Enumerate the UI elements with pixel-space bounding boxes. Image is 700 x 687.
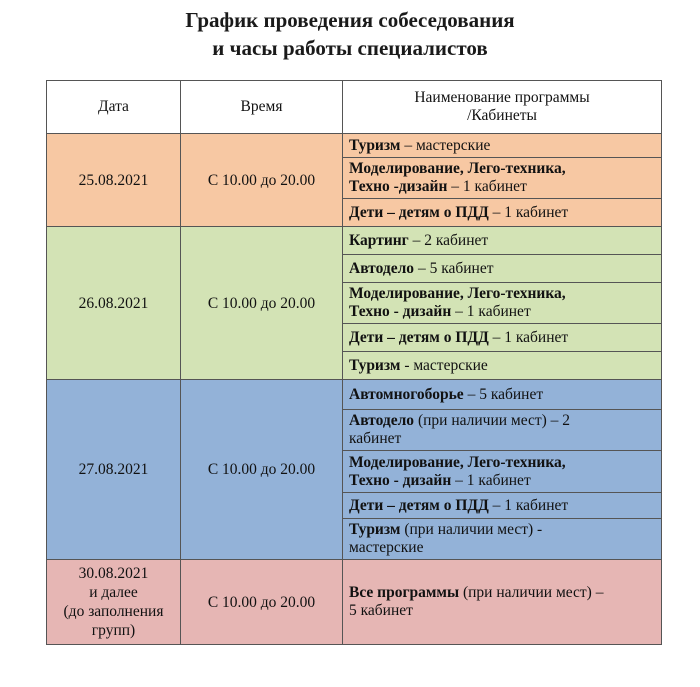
- program-name: Техно - дизайн: [349, 471, 452, 489]
- program-detail: – 5 кабинет: [414, 259, 494, 277]
- program-name: Автодело: [349, 259, 415, 277]
- program-name: Туризм: [349, 136, 401, 154]
- program-detail: кабинет: [349, 430, 402, 447]
- time-cell: С 10.00 до 20.00: [181, 380, 343, 560]
- schedule-table: [46, 80, 662, 645]
- program-cell: [343, 451, 662, 493]
- schedule-body: [47, 134, 662, 645]
- time-cell: С 10.00 до 20.00: [181, 227, 343, 380]
- program-detail: – 1 кабинет: [488, 496, 569, 514]
- program-name: Техно - дизайн: [349, 303, 452, 320]
- program-name: Моделирование, Лего-техника,: [349, 453, 566, 471]
- program-cell: [343, 493, 662, 519]
- program-detail: – 1 кабинет: [451, 471, 531, 489]
- program-name: Туризм: [349, 356, 401, 374]
- program-detail: – 5 кабинет: [463, 385, 544, 403]
- program-detail: – 1 кабинет: [447, 178, 527, 195]
- program-cell: [343, 380, 662, 410]
- date-text: 25.08.2021: [78, 171, 149, 189]
- program-name: Дети – детям о ПДД: [349, 496, 489, 514]
- program-cell: [343, 227, 662, 255]
- program-detail: – мастерские: [400, 136, 491, 154]
- program-name: Дети – детям о ПДД: [349, 328, 489, 346]
- time-cell: С 10.00 до 20.00: [181, 560, 343, 645]
- program-name: Туризм: [349, 521, 401, 538]
- date-cell: [47, 560, 181, 645]
- program-detail: (при наличии мест) – 2: [414, 412, 571, 429]
- program-detail: – 1 кабинет: [488, 328, 569, 346]
- program-detail: мастерские: [349, 539, 424, 556]
- header-program: [343, 81, 662, 134]
- date-text: 27.08.2021: [78, 461, 149, 478]
- program-cell: [343, 324, 662, 352]
- date-cell: [47, 134, 181, 227]
- date-text: групп): [91, 622, 136, 639]
- table-row: [47, 227, 662, 255]
- table-row: [47, 134, 662, 158]
- date-text: 30.08.2021: [78, 565, 149, 582]
- program-detail: - мастерские: [400, 356, 488, 374]
- program-detail: (при наличии мест) –: [459, 584, 604, 601]
- program-detail: – 1 кабинет: [488, 203, 569, 221]
- program-cell: [343, 352, 662, 380]
- program-name: Моделирование, Лего-техника,: [349, 285, 566, 302]
- program-cell: [343, 283, 662, 324]
- program-cell: [343, 134, 662, 158]
- header-program-line-2: /Кабинеты: [467, 107, 537, 124]
- time-cell: С 10.00 до 20.00: [181, 134, 343, 227]
- header-date: Дата: [47, 81, 181, 134]
- header-program-line-1: Наименование программы: [414, 89, 590, 106]
- program-cell: [343, 519, 662, 560]
- program-cell: [343, 410, 662, 451]
- date-text: и далее: [89, 584, 138, 601]
- program-name: Картинг: [349, 231, 409, 249]
- program-name: Моделирование, Лего-техника,: [349, 160, 566, 177]
- program-detail: (при наличии мест) -: [400, 521, 543, 538]
- program-detail: – 1 кабинет: [451, 303, 531, 320]
- program-name: Все программы: [349, 584, 460, 601]
- table-row: [47, 380, 662, 410]
- program-cell: [343, 199, 662, 227]
- table-header-row: [47, 81, 662, 134]
- page-title-line-2: и часы работы специалистов: [212, 36, 488, 60]
- program-name: Дети – детям о ПДД: [349, 203, 489, 221]
- program-name: Автомногоборье: [349, 385, 464, 403]
- table-row: [47, 560, 662, 645]
- date-cell: [47, 227, 181, 380]
- program-name: Автодело: [349, 412, 415, 429]
- program-cell: [343, 255, 662, 283]
- program-cell: [343, 158, 662, 199]
- header-time: Время: [181, 81, 343, 134]
- program-name: Техно -дизайн: [349, 178, 448, 195]
- date-text: (до заполнения: [63, 603, 164, 620]
- program-cell: [343, 560, 662, 645]
- page-title-line-1: График проведения собеседования: [185, 8, 515, 32]
- date-cell: [47, 380, 181, 560]
- program-detail: 5 кабинет: [349, 602, 413, 619]
- date-text: 26.08.2021: [78, 294, 149, 312]
- program-detail: – 2 кабинет: [408, 231, 489, 249]
